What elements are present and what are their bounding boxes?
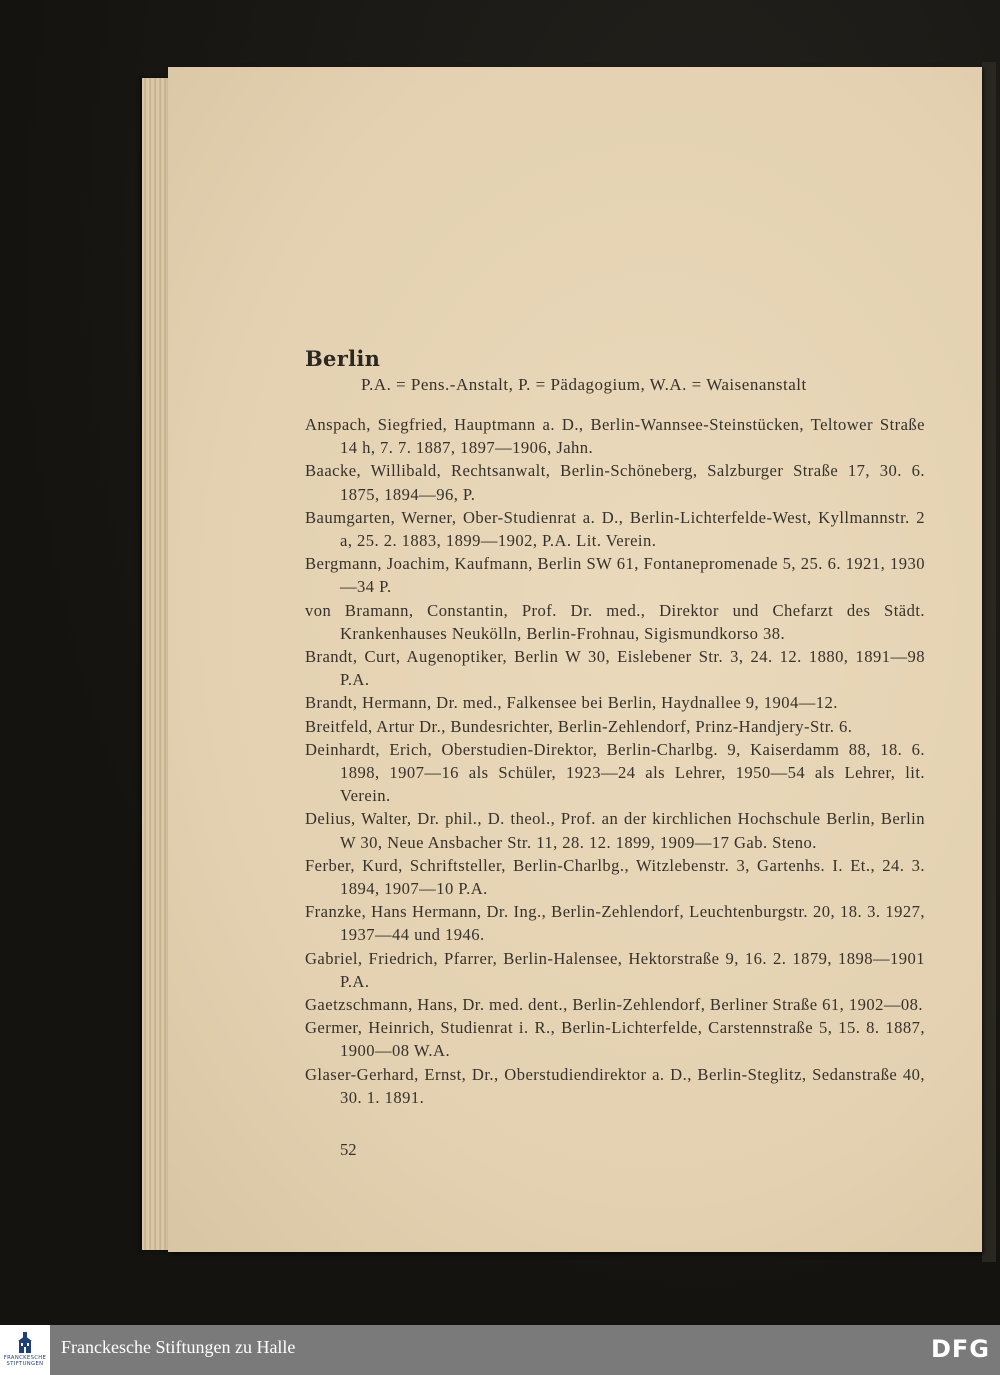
list-item: Delius, Walter, Dr. phil., D. theol., Prof. an der kirchlichen Hochschule Berlin, Berlin W 30, Neue Ansbacher Str. 11, 28. 12. 1899, 1909—17 Gab. Steno. bbox=[305, 809, 925, 852]
abbreviation-legend: P.A. = Pens.-Anstalt, P. = Pädagogium, W.A. = Waisenanstalt bbox=[361, 375, 807, 394]
page-content bbox=[305, 345, 925, 1109]
list-item: von Bramann, Constantin, Prof. Dr. med., Direktor und Chefarzt des Städt. Krankenhauses Neukölln, Berlin-Frohnau, Sigismundkorso 38. bbox=[305, 600, 925, 643]
list-item: Ferber, Kurd, Schriftsteller, Berlin-Charlbg., Witzlebenstr. 3, Gartenhs. I. Et., 24. 3. 1894, 1907—10 P.A. bbox=[305, 855, 925, 899]
building-icon bbox=[17, 1332, 33, 1354]
dfg-logo[interactable]: DFG bbox=[930, 1335, 990, 1363]
list-item: Brandt, Curt, Augenoptiker, Berlin W 30, Eislebener Str. 3, 24. 12. 1880, 1891—98 P.A. bbox=[305, 647, 925, 690]
logo-text-line: FRANCKESCHE bbox=[3, 1355, 47, 1361]
book-right-edge bbox=[982, 62, 996, 1262]
section-heading: Berlin bbox=[305, 346, 381, 371]
list-item: Breitfeld, Artur Dr., Bundesrichter, Berlin-Zehlendorf, Prinz-Handjery-Str. 6. bbox=[305, 716, 853, 736]
list-item: Glaser-Gerhard, Ernst, Dr., Oberstudiendirektor a. D., Berlin-Steglitz, Sedanstraße 40, 30. 1. 1891. bbox=[305, 1064, 925, 1107]
list-item: Baumgarten, Werner, Ober-Studienrat a. D., Berlin-Lichterfelde-West, Kyllmannstr. 2 a, 25. 2. 1883, 1899—1902, P.A. Lit. Verein. bbox=[305, 507, 925, 551]
list-item: Baacke, Willibald, Rechtsanwalt, Berlin-Schöneberg, Salzburger Straße 17, 30. 6. 1875, 1894—96, P. bbox=[305, 461, 925, 504]
list-item: Franzke, Hans Hermann, Dr. Ing., Berlin-Zehlendorf, Leuchtenburgstr. 20, 18. 3. 1927, 1937—44 und 1946. bbox=[305, 902, 925, 945]
list-item: Germer, Heinrich, Studienrat i. R., Berlin-Lichterfelde, Carstennstraße 5, 15. 8. 1887, 1900—08 W.A. bbox=[305, 1018, 925, 1061]
list-item: Deinhardt, Erich, Oberstudien-Direktor, Berlin-Charlbg. 9, Kaiserdamm 88, 18. 6. 1898, 1907—16 als Schüler, 1923—24 als Lehrer, 1950—54 als Lehrer, lit. Verein. bbox=[305, 739, 925, 806]
list-item: Anspach, Siegfried, Hauptmann a. D., Berlin-Wannsee-Steinstücken, Teltower Straße 14 h, 7. 7. 1887, 1897—1906, Jahn. bbox=[305, 415, 925, 458]
logo-text-line: STIFTUNGEN bbox=[6, 1361, 44, 1367]
entry-list bbox=[305, 413, 925, 1109]
logo-text bbox=[2, 1355, 48, 1367]
footer-title: Franckesche Stiftungen zu Halle bbox=[61, 1337, 296, 1357]
franckesche-logo[interactable] bbox=[0, 1325, 50, 1375]
list-item: Bergmann, Joachim, Kaufmann, Berlin SW 61, Fontanepromenade 5, 25. 6. 1921, 1930—34 P. bbox=[305, 554, 925, 597]
list-item: Gabriel, Friedrich, Pfarrer, Berlin-Halensee, Hektorstraße 9, 16. 2. 1879, 1898—1901 P.A. bbox=[305, 948, 925, 991]
page-number: 52 bbox=[340, 1140, 357, 1159]
list-item: Brandt, Hermann, Dr. med., Falkensee bei Berlin, Haydnallee 9, 1904—12. bbox=[305, 693, 838, 713]
viewer-footer bbox=[0, 1325, 1000, 1375]
list-item: Gaetzschmann, Hans, Dr. med. dent., Berlin-Zehlendorf, Berliner Straße 61, 1902—08. bbox=[305, 995, 923, 1015]
